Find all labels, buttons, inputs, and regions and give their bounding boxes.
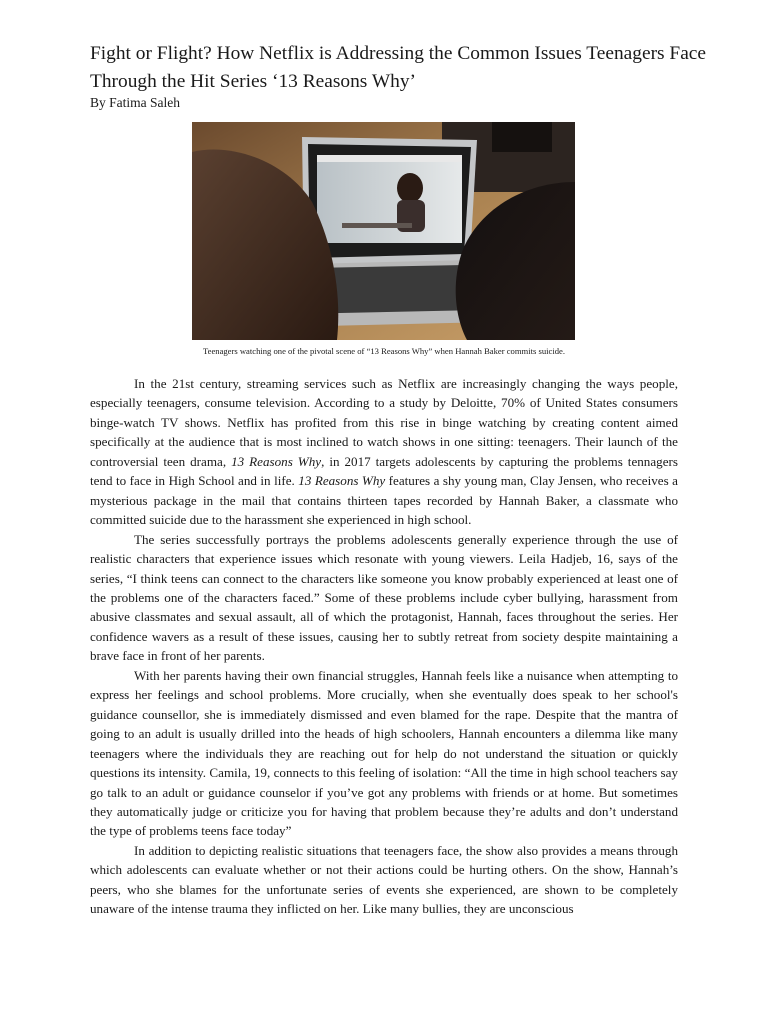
- article-paragraph: In addition to depicting realistic situations that teenagers face, the show also provides a means through which adolescents can evaluate whether or not their actions could be hurting others. On the show, Hannah’s peers, who she blames for the unfortunate series of events she experienced, are shown to be completely unaware of the intense trauma they inflicted on her. Like many bullies, they are unconscious: [90, 842, 678, 917]
- show-title: 13 Reasons Why: [231, 453, 322, 469]
- article-paragraph: With her parents having their own financial struggles, Hannah feels like a nuisance when attempting to express her feelings and school problems. More crucially, when she eventually does speak to her school's guidance counsellor, she is immediately dismissed and even blamed for the rape. Despite that the mantra of going to an adult is usually drilled into the heads of high schoolers, Hannah encounters a dilemma like many teenagers where the individuals they are reaching out for help do not understand the situation or quickly questions its intensity. Camila, 19, connects to this feeling of isolation: “All the time in high school teachers say go talk to an adult or guidance counselor if you’ve got any problems with friends or at home. But sometimes they automatically judge or criticize you for having that problem because they’re adults and don’t understand the type of problems teens face today”: [90, 667, 678, 839]
- article-paragraph: [90, 374, 678, 530]
- article-title: Fight or Flight? How Netflix is Addressing the Common Issues Teenagers Face Through the Hit Series ‘13 Reasons Why’: [90, 43, 707, 92]
- show-title: 13 Reasons Why: [298, 473, 386, 489]
- article-body: [90, 374, 678, 919]
- article-paragraph: The series successfully portrays the problems adolescents generally experience through the use of realistic characters that experience issues which resonate with young viewers. Leila Hadjeb, 16, says of the series, “I think teens can connect to the characters like someone you know probably experienced at least one of the problems one of the characters faced.” Some of these problems include cyber bullying, harassment from abusive classmates and sexual assault, all of which the protagonist, Hannah, faces throughout the series. Her confidence wavers as a result of these issues, causing her to subtly retreat from society despite maintaining a brave face in front of her parents.: [90, 531, 678, 664]
- paragraph-text: features a shy young man, Clay Jensen, who receives a mysterious package in the mail that contains thirteen tapes recorded by Hannah Baker, a classmate who committed suicide due to the harassment she experienced in high school.: [90, 473, 678, 528]
- photo-caption: Teenagers watching one of the pivotal scene of “13 Reasons Why” when Hannah Baker commits suicide.: [203, 346, 565, 356]
- article-byline: By Fatima Saleh: [90, 95, 180, 110]
- article-photo: [192, 122, 575, 340]
- paragraph-text: , in 2017 targets adolescents by capturing the problems tennagers tend to face in High School and in life.: [90, 453, 678, 489]
- paragraph-text: In the 21st century, streaming services such as Netflix are increasingly changing the ways people, especially teenagers, consume television. According to a study by Deloitte, 70% of United States consumers binge-watch TV shows. Netflix has profited from this rise in binge watching by creating content aimed specifically at the audience that is most inclined to watch shows in one sitting: teenagers. Their launch of the controversial teen drama,: [90, 376, 678, 469]
